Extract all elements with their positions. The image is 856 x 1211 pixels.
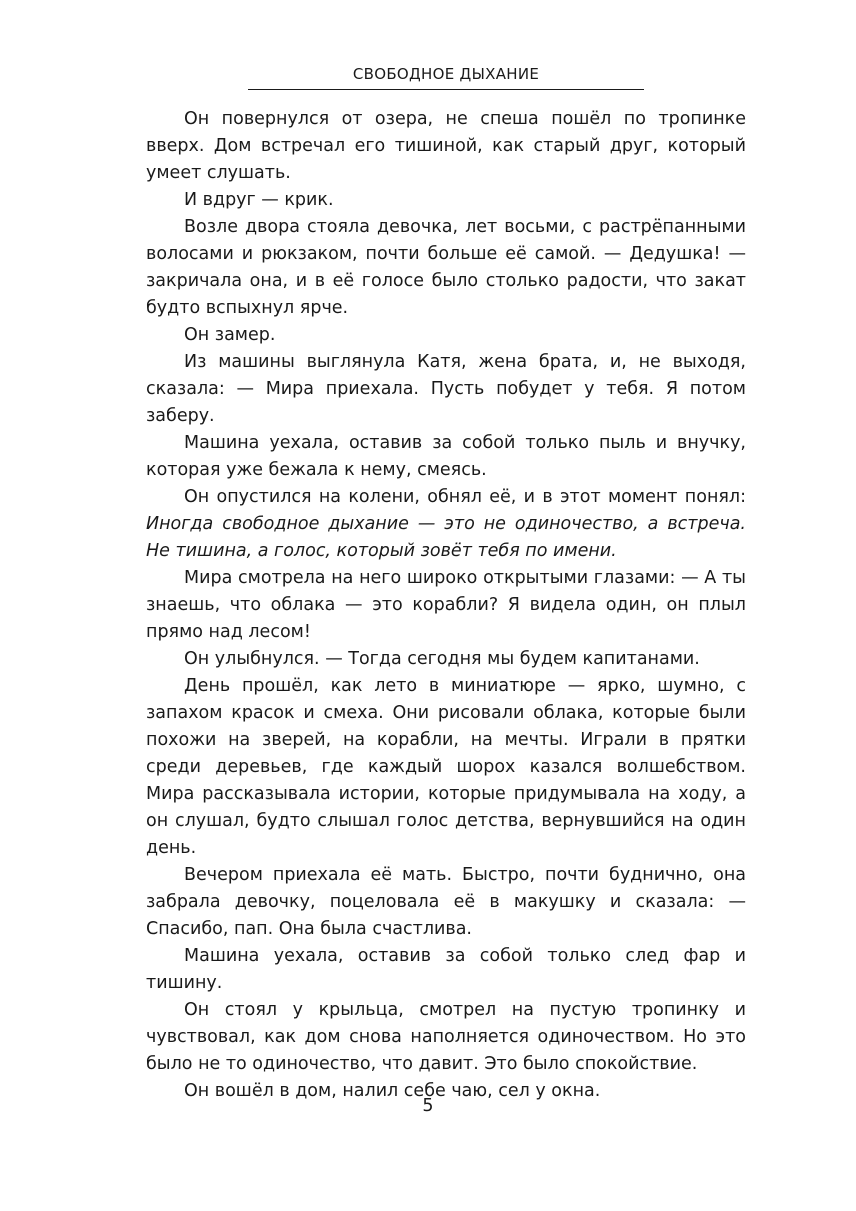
paragraph: И вдруг — крик.: [184, 190, 334, 210]
paragraph: Он улыбнулся. — Тогда сегодня мы будем капитанами.: [184, 649, 700, 669]
italic-thought: Иногда свободное дыхание — это не одиночество, а встреча. Не тишина, а голос, который зовёт тебя по имени.: [146, 514, 746, 561]
paragraph: Вечером приехала её мать. Быстро, почти буднично, она забрала девочку, поцеловала её в макушку и сказала: — Спасибо, пап. Она была счастлива.: [146, 865, 746, 939]
body-text: [146, 106, 746, 1105]
paragraph: Он вошёл в дом, налил себе чаю, сел у окна.: [184, 1081, 601, 1101]
running-header: СВОБОДНОЕ ДЫХАНИЕ: [352, 65, 540, 83]
paragraph: Он стоял у крыльца, смотрел на пустую тропинку и чувствовал, как дом снова наполняется одиночеством. Но это было не то одиночество, что давит. Это было спокойствие.: [146, 1000, 746, 1074]
paragraph: Мира смотрела на него широко открытыми глазами: — А ты знаешь, что облака — это корабли? Я видела один, он плыл прямо над лесом!: [146, 568, 746, 642]
paragraph: Машина уехала, оставив за собой только пыль и внучку, которая уже бежала к нему, смеясь.: [146, 433, 746, 480]
paragraph: День прошёл, как лето в миниатюре — ярко, шумно, с запахом красок и смеха. Они рисовали облака, которые были похожи на зверей, на корабли, на мечты. Играли в прятки среди деревьев, где каждый шорох казался волшебством. Мира рассказывала истории, которые придумывала на ходу, а он слушал, будто слышал голос детства, вернувшийся на один день.: [146, 676, 746, 858]
paragraph: Из машины выглянула Катя, жена брата, и, не выходя, сказала: — Мира приехала. Пусть побудет у тебя. Я потом заберу.: [146, 352, 746, 426]
header-rule: [248, 89, 644, 90]
paragraph-lead: Он опустился на колени, обнял её, и в этот момент понял:: [184, 487, 746, 507]
paragraph: Возле двора стояла девочка, лет восьми, с растрёпанными волосами и рюкзаком, почти больше её самой. — Дедушка! — закричала она, и в её голосе было столько радости, что закат будто вспыхнул ярче.: [146, 217, 746, 318]
paragraph: Он замер.: [184, 325, 276, 345]
paragraph: Он повернулся от озера, не спеша пошёл по тропинке вверх. Дом встречал его тишиной, как старый друг, который умеет слушать.: [146, 109, 746, 183]
page-number: 5: [422, 1096, 434, 1116]
paragraph: Машина уехала, оставив за собой только след фар и тишину.: [146, 946, 746, 993]
paragraph-with-italic: [146, 484, 746, 565]
